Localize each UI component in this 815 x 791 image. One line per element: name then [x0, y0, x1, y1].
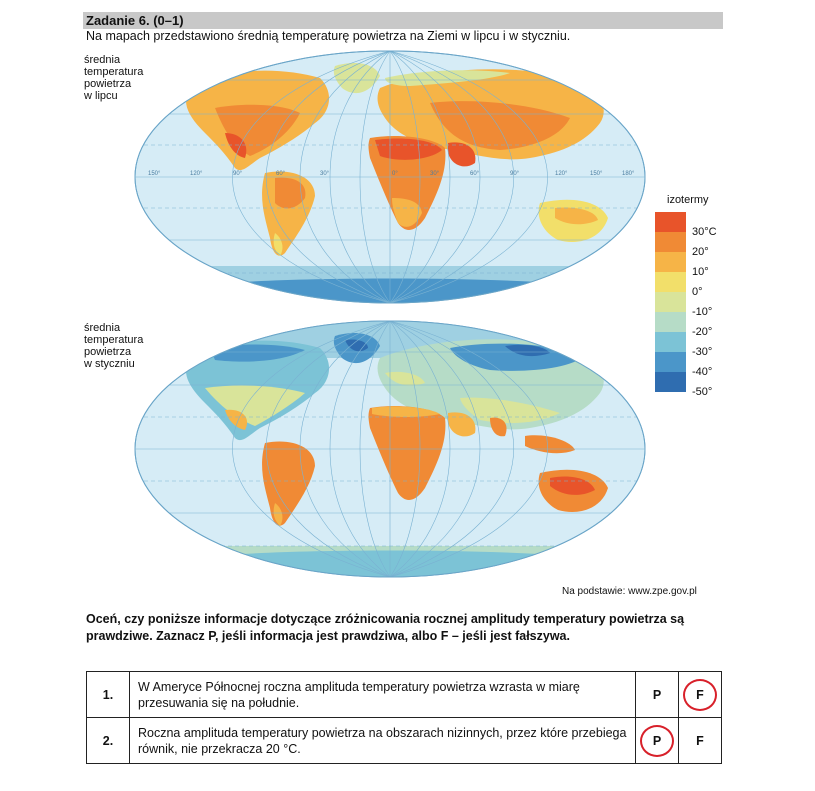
- selected-answer-circle: [640, 725, 674, 757]
- january-temperature-map: [130, 318, 650, 580]
- longitude-label: 150°: [590, 171, 603, 177]
- task-title: Zadanie 6. (0–1): [86, 13, 184, 28]
- longitude-label: 180°: [622, 171, 635, 177]
- legend-color-bar: [655, 212, 686, 392]
- selected-answer-circle: [683, 679, 717, 711]
- table-row: [87, 672, 722, 718]
- july-label-line: powietrza: [84, 78, 132, 90]
- option-false[interactable]: [679, 718, 722, 764]
- legend-label: -20°: [692, 326, 713, 338]
- option-false-label: F: [696, 733, 704, 748]
- option-false-label: F: [696, 687, 704, 702]
- legend-swatch: [655, 332, 686, 352]
- statement-text: W Ameryce Północnej roczna amplituda temperatury powietrza wzrasta w miarę przesuwania się na południe.: [130, 672, 636, 718]
- january-label-line: w styczniu: [84, 358, 135, 370]
- july-label-line: średnia: [84, 54, 121, 66]
- legend-swatch: [655, 352, 686, 372]
- longitude-label: 150°: [148, 171, 161, 177]
- july-label-line: w lipcu: [84, 90, 118, 102]
- legend-swatch: [655, 372, 686, 392]
- longitude-label: 30°: [320, 171, 330, 177]
- task-intro: Na mapach przedstawiono średnią temperaturę powietrza na Ziemi w lipcu i w styczniu.: [86, 29, 571, 43]
- legend-label: -30°: [692, 346, 713, 358]
- source-citation: Na podstawie: www.zpe.gov.pl: [562, 586, 697, 597]
- longitude-label: 90°: [233, 171, 243, 177]
- table-row: [87, 718, 722, 764]
- statement-number: 2.: [87, 718, 130, 764]
- january-label-line: powietrza: [84, 346, 132, 358]
- legend-swatch: [655, 312, 686, 332]
- july-temperature-map: [130, 48, 650, 306]
- option-true[interactable]: [636, 672, 679, 718]
- legend-label: -50°: [692, 386, 713, 398]
- legend-swatch: [655, 292, 686, 312]
- january-label-line: temperatura: [84, 334, 144, 346]
- longitude-label: 90°: [510, 171, 520, 177]
- option-false[interactable]: [679, 672, 722, 718]
- july-label-line: temperatura: [84, 66, 144, 78]
- longitude-label: 60°: [276, 171, 286, 177]
- legend-label: 30°C: [692, 226, 717, 238]
- statement-number: 1.: [87, 672, 130, 718]
- legend-label: 20°: [692, 246, 709, 258]
- legend-label: 0°: [692, 286, 703, 298]
- longitude-label: 30°: [430, 171, 440, 177]
- longitude-label: 120°: [555, 171, 568, 177]
- legend-title: izotermy: [667, 194, 709, 206]
- statement-text: Roczna amplituda temperatury powietrza na obszarach nizinnych, przez które przebiega równik, nie przekracza 20 °C.: [130, 718, 636, 764]
- longitude-label: 60°: [470, 171, 480, 177]
- option-true-label: P: [652, 687, 662, 702]
- legend-label: -40°: [692, 366, 713, 378]
- option-true-label: P: [652, 733, 662, 748]
- longitude-label: 120°: [190, 171, 203, 177]
- legend-swatch: [655, 272, 686, 292]
- legend-swatch: [655, 232, 686, 252]
- task-instruction: Oceń, czy poniższe informacje dotyczące zróżnicowania rocznej amplitudy temperatury powietrza są prawdziwe. Zaznacz P, jeśli informacja jest prawdziwa, albo F – jeśli jest fałszywa.: [86, 612, 685, 643]
- legend-swatch: [655, 212, 686, 232]
- longitude-label: 0°: [392, 171, 398, 177]
- legend-label: -10°: [692, 306, 713, 318]
- true-false-table: [86, 671, 722, 764]
- legend-swatch: [655, 252, 686, 272]
- legend-label: 10°: [692, 266, 709, 278]
- option-true[interactable]: [636, 718, 679, 764]
- january-label-line: średnia: [84, 322, 121, 334]
